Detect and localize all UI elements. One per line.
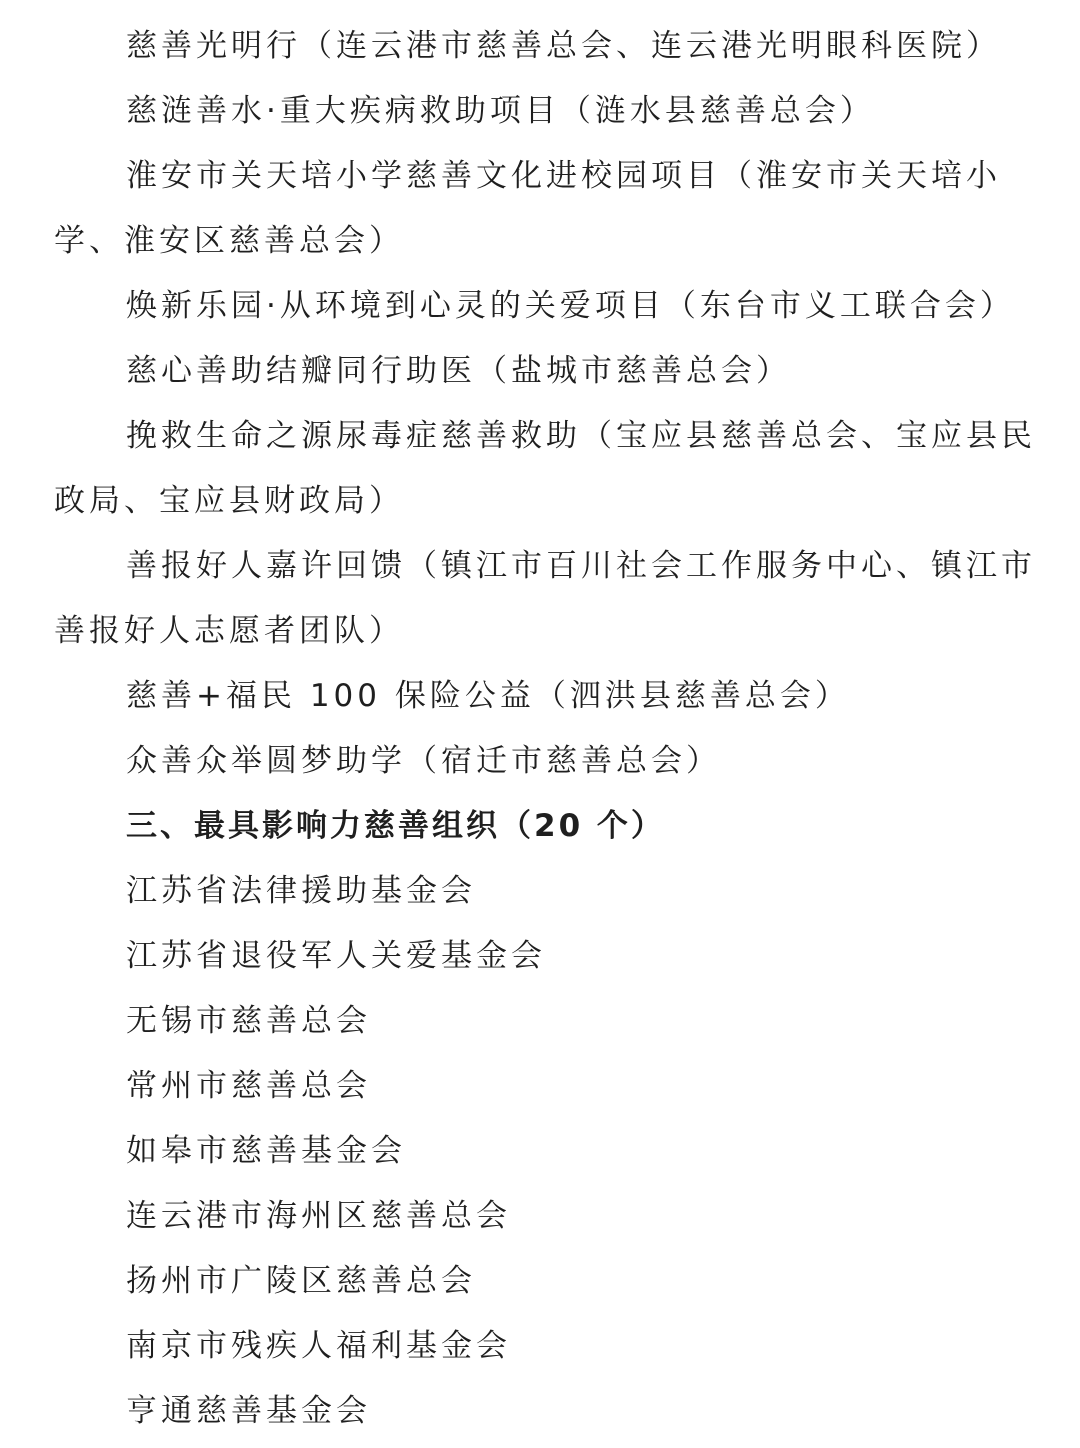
project-line: 众善众举圆梦助学（宿迁市慈善总会） [126, 743, 721, 779]
organization-line: 如皋市慈善基金会 [126, 1133, 406, 1169]
project-line-continued: 学、淮安区慈善总会） [54, 223, 404, 259]
project-line: 慈善+福民 100 保险公益（泗洪县慈善总会） [126, 678, 850, 714]
project-line-continued: 善报好人志愿者团队） [54, 613, 404, 649]
project-line: 慈涟善水·重大疾病救助项目（涟水县慈善总会） [126, 93, 875, 129]
organization-line: 江苏省退役军人关爱基金会 [126, 938, 546, 974]
organization-line: 扬州市广陵区慈善总会 [126, 1263, 476, 1299]
organization-line: 无锡市慈善总会 [126, 1003, 371, 1039]
organization-line: 亨通慈善基金会 [126, 1393, 371, 1429]
organization-line: 南京市残疾人福利基金会 [126, 1328, 511, 1364]
project-line: 善报好人嘉许回馈（镇江市百川社会工作服务中心、镇江市 [126, 548, 1036, 584]
project-line: 挽救生命之源尿毒症慈善救助（宝应县慈善总会、宝应县民 [126, 418, 1036, 454]
project-line: 慈善光明行（连云港市慈善总会、连云港光明眼科医院） [126, 28, 1001, 64]
project-line-continued: 政局、宝应县财政局） [54, 483, 404, 519]
organization-line: 连云港市海州区慈善总会 [126, 1198, 511, 1234]
project-line: 慈心善助结瓣同行助医（盐城市慈善总会） [126, 353, 791, 389]
organization-line: 常州市慈善总会 [126, 1068, 371, 1104]
document-page [0, 8, 1080, 1448]
section-heading: 三、最具影响力慈善组织（20 个） [126, 808, 665, 844]
project-line: 焕新乐园·从环境到心灵的关爱项目（东台市义工联合会） [126, 288, 1015, 324]
organization-line: 江苏省法律援助基金会 [126, 873, 476, 909]
project-line: 淮安市关天培小学慈善文化进校园项目（淮安市关天培小 [126, 158, 1001, 194]
